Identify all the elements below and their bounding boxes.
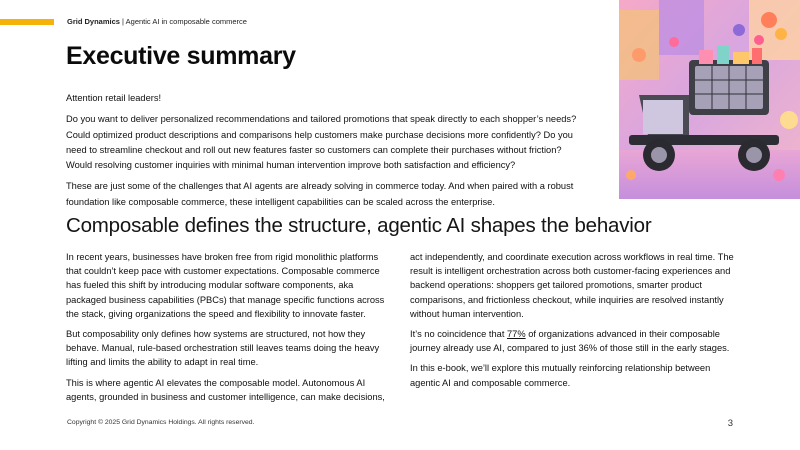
body-paragraph-2: But composability only defines how systems are structured, not how they behave. Manual, rule-based orchestration still leaves teams doing the heavy lifting and limits the ability to adapt in real time.: [66, 329, 380, 368]
header-separator: |: [119, 17, 126, 26]
body-paragraph-4: [410, 327, 740, 355]
body-column-right: [410, 250, 740, 396]
intro-closing: These are just some of the challenges that AI agents are already solving in commerce today. And when paired with a robust foundation like composable commerce, these intelligent capabilities can be scaled across the enterprise.: [66, 181, 574, 207]
body-paragraph-3-continued: act independently, and coordinate execution across workflows in real time. The result is intelligent orchestration across both customer-facing experiences and backend operations: shoppers get tailored promotions, smarter product comparisons, and frictionless checkout, while inquiries are resolved instantly without human intervention.: [410, 252, 734, 319]
intro-greeting: Attention retail leaders!: [66, 93, 162, 103]
body-paragraph-5: In this e-book, we’ll explore this mutually reinforcing relationship between agentic AI and composable commerce.: [410, 363, 711, 388]
stat-follow-up: of organizations advanced in their composable journey already use AI, compared to just 36% of those still in the early stages.: [410, 329, 730, 354]
header-brand: Grid Dynamics: [67, 17, 120, 26]
page-title: Executive summary: [66, 42, 296, 70]
body-paragraph-3: This is where agentic AI elevates the composable model. Autonomous AI agents, grounded in business and customer intelligence, can make decisions,: [66, 377, 385, 402]
running-header: [67, 17, 247, 26]
shopping-cart-illustration-icon: [619, 0, 800, 199]
accent-bar: [0, 19, 54, 25]
hero-image: [619, 0, 800, 199]
footer-copyright: Copyright © 2025 Grid Dynamics Holdings. All rights reserved.: [67, 419, 255, 426]
body-column-left: [66, 250, 396, 410]
page-number: 3: [727, 418, 733, 429]
header-section: Agentic AI in composable commerce: [125, 17, 247, 26]
section-subtitle: Composable defines the structure, agentic AI shapes the behavior: [66, 214, 652, 237]
body-paragraph-1: In recent years, businesses have broken free from rigid monolithic platforms that couldn’t keep pace with customer expectations. Composable commerce has fueled this shift by introducing modular software components, aka packaged business capabilities (PBCs) that manage specific functions across the stack, giving organizations the speed and flexibility to innovate faster.: [66, 252, 385, 319]
intro-section: [66, 91, 586, 216]
stat-lead-in: It’s no coincidence that: [410, 329, 507, 340]
intro-questions: Do you want to deliver personalized recommendations and tailored promotions that speak directly to each shopper’s needs? Could optimized product descriptions and comparisons help customers make purchase decisions more confidently? Do you need to streamline checkout and roll out new features faster so customers can complete their purchases without friction? Would resolving customer inquiries with minimal human intervention improve both satisfaction and efficiency?: [66, 114, 577, 171]
stat-link[interactable]: 77%: [507, 329, 526, 340]
